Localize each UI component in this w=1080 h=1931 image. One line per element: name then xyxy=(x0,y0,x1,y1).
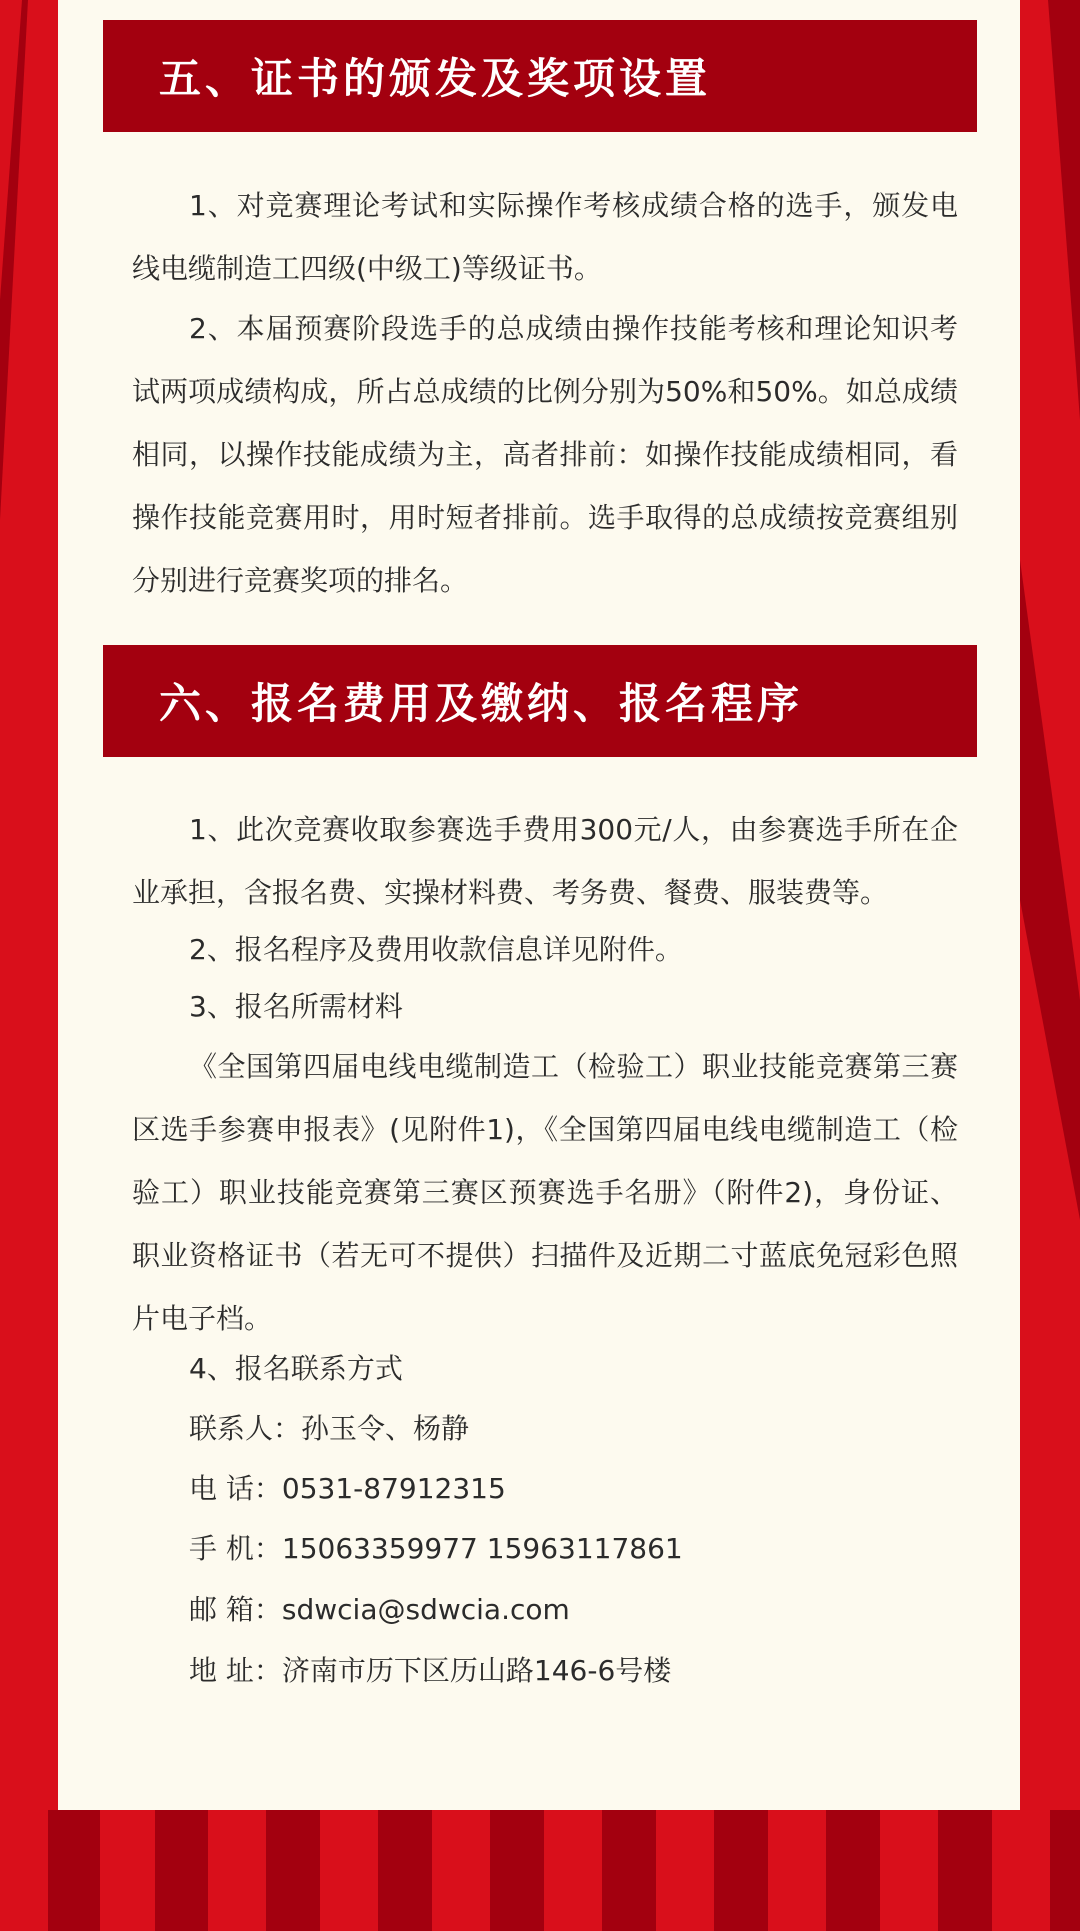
contact-heading: 4、报名联系方式 xyxy=(189,1352,403,1385)
contact-mobile: 手 机：15063359977 15963117861 xyxy=(189,1532,683,1565)
section-6-paragraph-1: 1、此次竞赛收取参赛选手费用300元/人，由参赛选手所在企业承担，含报名费、实操材料费、考务费、餐费、服装费等。 xyxy=(132,813,958,909)
contact-address: 地 址：济南市历下区历山路146-6号楼 xyxy=(189,1654,672,1687)
section-5-title: 五、证书的颁发及奖项设置 xyxy=(103,20,977,132)
contact-email: 邮 箱：sdwcia@sdwcia.com xyxy=(189,1593,570,1626)
contact-person: 联系人：孙玉令、杨静 xyxy=(189,1412,470,1445)
section-6-paragraph-4: 《全国第四届电线电缆制造工（检验工）职业技能竞赛第三赛区选手参赛申报表》(见附件1)，《全国第四届电线电缆制造工（检验工）职业技能竞赛第三赛区预赛选手名册》（附件2)，身份证、职业资格证书（若无可不提供）扫描件及近期二寸蓝底免冠彩色照片电子档。 xyxy=(132,1050,958,1335)
contact-phone: 电 话：0531-87912315 xyxy=(189,1472,506,1505)
section-6-paragraph-3: 3、报名所需材料 xyxy=(189,990,403,1023)
section-6-title: 六、报名费用及缴纳、报名程序 xyxy=(103,645,977,757)
section-5-paragraph-1: 1、对竞赛理论考试和实际操作考核成绩合格的选手，颁发电线电缆制造工四级(中级工)等级证书。 xyxy=(132,189,958,285)
section-5-paragraph-2: 2、本届预赛阶段选手的总成绩由操作技能考核和理论知识考试两项成绩构成，所占总成绩的比例分别为50%和50%。如总成绩相同，以操作技能成绩为主，高者排前：如操作技能成绩相同，看操作技能竞赛用时，用时短者排前。选手取得的总成绩按竞赛组别分别进行竞赛奖项的排名。 xyxy=(132,312,958,597)
section-6-paragraph-2: 2、报名程序及费用收款信息详见附件。 xyxy=(189,933,683,966)
